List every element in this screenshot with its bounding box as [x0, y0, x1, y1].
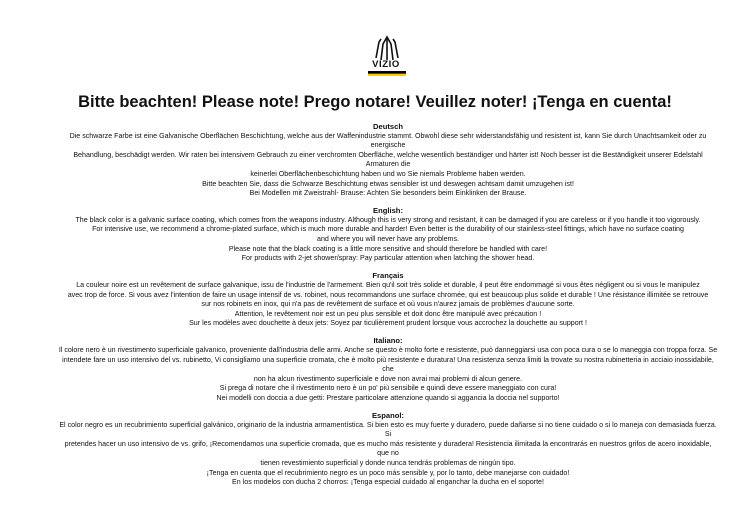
section-line: intendete fare un uso intensivo del vs. rubinetto, Vi consigliamo una superficie cromata, che è molto più resistente e duratura! Una resistenza senza limiti la trovate su nostra rubinetteria in acciaio inossidabile, che: [62, 355, 714, 374]
section-title: Espanol:: [371, 411, 405, 421]
section-line: El color negro es un recubrimiento superficial galvánico, originario de la industria armamentística. Si bien esto es muy fuerte y duradero, puede dañarse si no tiene cuidado o si lo maneja con demasiada fuerza. Si: [59, 420, 717, 439]
german-flag: [368, 71, 406, 76]
section-line: Sur les modèles avec douchette à deux jets: Soyez par ticulièrement prudent lorsque vous accrochez la douchette au support !: [189, 319, 587, 328]
section-line: Please note that the black coating is a little more sensitive and should therefore be handled with care!: [228, 244, 548, 253]
section-title: Français: [372, 271, 404, 281]
section-line: non ha alcun rivestimento superficiale e dove non avrai mai problemi di alcun genere.: [253, 374, 523, 383]
section-line: ¡Tenga en cuenta que el recubrimiento negro es un poco más sensible y, por lo tanto, debe manejarse con cuidado!: [206, 468, 570, 477]
section-line: avec trop de force. Si vous avez l'intention de faire un usage intensif de vs. robinet, nous recommandons une surface chromée, qui est beaucoup plus solide et durable ! Une résistance illimitée se retrouve: [67, 290, 709, 299]
section-line: Bei Modellen mit Zweistrahl- Brause: Achten Sie besonders beim Einklinken der Brause.: [249, 189, 527, 198]
brand-name: VIZIO: [372, 59, 400, 70]
page-headline: Bitte beachten! Please note! Prego notare! Veuillez noter! ¡Tenga en cuenta!: [78, 93, 672, 111]
section-line: keinerlei Oberflächenbeschichtung haben und wo Sie niemals Probleme haben werden.: [250, 169, 526, 178]
section-espanol: [58, 411, 718, 488]
section-line: Die schwarze Farbe ist eine Galvanische Oberflächen Beschichtung, welche aus der Waffenindustrie stammt. Obwohl diese sehr widerstandsfähig und resistent ist, kann Sie durch Unachtsamkeit oder zu energische: [69, 131, 707, 150]
section-line: Il colore nero è un rivestimento superficiale galvanico, proveniente dall'industria delle armi. Anche se questo è molto forte e resistente, può danneggiarsi usa con poca cura o se lo maneggia con troppa forza. Se: [58, 345, 718, 354]
section-line: Nei modelli con doccia a due getti: Prestare particolare attenzione quando si aggancia la doccia nel supporto!: [216, 393, 560, 402]
section-line: The black color is a galvanic surface coating, which comes from the weapons industry. Although this is very strong and resistant, it can be damaged if you are careless or if you handle it too vigorously.: [75, 215, 701, 224]
section-line: For intensive use, we recommend a chrome-plated surface, which is much more durable and harder! Even better is the durability of our stainless-steel fittings, which have no surface coating: [92, 225, 684, 234]
section-line: Behandlung, beschädigt werden. Wir raten bei intensivem Gebrauch zu einer verchromten Oberfläche, welche wesentlich beständiger und härter ist! Noch besser ist die Beständigkeit unserer Edelstahl Armaturen die: [73, 150, 703, 169]
section-line: Bitte beachten Sie, dass die Schwarze Beschichtung etwas sensibler ist und deswegen achtsam damit umzugehen ist!: [202, 179, 574, 188]
section-title: Italiano:: [373, 336, 403, 346]
section-line: and where you will never have any problems.: [317, 235, 459, 244]
section-line: For products with 2-jet shower/spray: Pay particular attention when latching the shower head.: [241, 254, 535, 263]
section-line: pretendes hacer un uso intensivo de vs. grifo, ¡Recomendamos una superficie cromada, que es mucho más resistente y duradera! Resistencia ilimitada la encontrarás en nuestros grifos de acero inoxidable, que no: [64, 439, 712, 458]
section-title: English:: [373, 206, 403, 216]
section-line: En los modelos con ducha 2 chorros: ¡Tenga especial cuidado al enganchar la ducha en el soporte!: [232, 478, 544, 487]
section-title: Deutsch: [373, 122, 403, 131]
section-francais: [58, 271, 718, 329]
section-line: Si prega di notare che il rivestimento nero è un po' più sensibile e quindi deve essere maneggiato con cura!: [219, 384, 557, 393]
section-line: tienen revestimiento superficial y donde nunca tendrás problemas de ningún tipo.: [260, 459, 516, 467]
section-english: [58, 206, 718, 264]
section-deutsch: [58, 122, 718, 199]
faucet-logo-icon: [367, 34, 407, 62]
section-line: sur nos robinets en inox, qui n'a pas de revêtement de surface et où vous n'aurez jamais de problèmes d'aucune sorte.: [201, 300, 575, 309]
section-line: Attention, le revêtement noir est un peu plus sensible et doit donc être manipulé avec précaution !: [234, 309, 542, 318]
section-line: La couleur noire est un revêtement de surface galvanique, issu de l'industrie de l'armement. Bien qu'il soit très solide et durable, il peut être endommagé si vous êtes négligent ou si vous le manipulez: [76, 280, 700, 289]
notice-content: [58, 122, 718, 488]
flag-band-gold: [368, 74, 406, 76]
section-italiano: [58, 336, 718, 403]
